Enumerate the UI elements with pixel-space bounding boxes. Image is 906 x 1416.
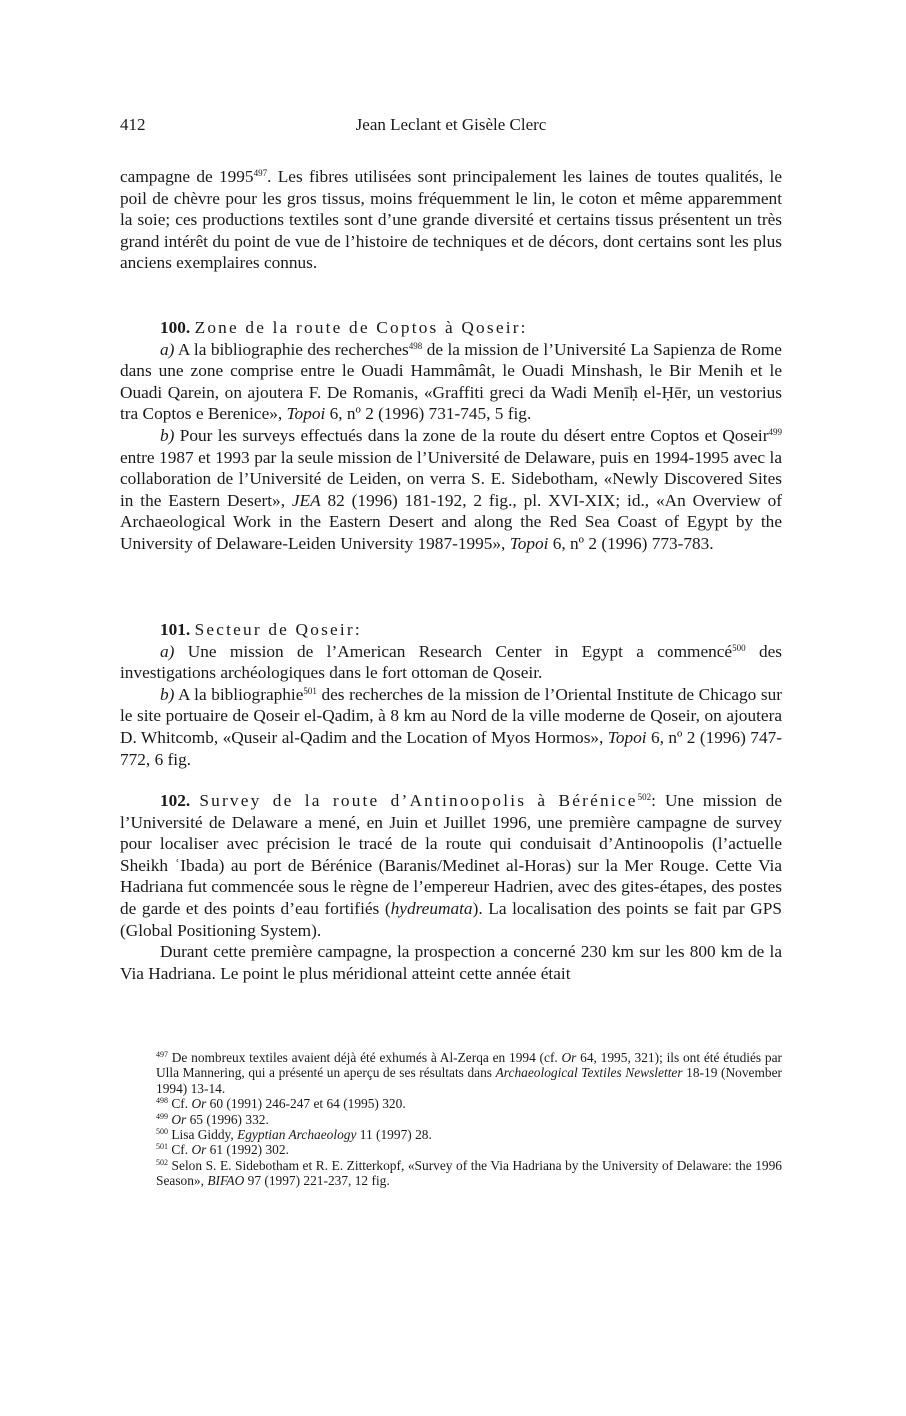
text-run: Pour les surveys effectués dans la zone de la route du désert entre Coptos et Qoseir xyxy=(174,425,769,445)
footnote-mark: 502 xyxy=(156,1157,168,1167)
section-101 xyxy=(120,619,782,770)
journal-title: BIFAO xyxy=(207,1173,245,1189)
footnote-498 xyxy=(120,1096,782,1111)
section-100 xyxy=(120,317,782,555)
text-run: 11 (1997) 28. xyxy=(356,1127,432,1143)
running-title: Jean Leclant et Gisèle Clerc xyxy=(355,115,547,134)
text-run: 6, nº 2 (1996) 773-783. xyxy=(548,533,714,553)
text-run: entre 1987 et 1993 par la seule mission de l’Université de Delaware, puis en 1994-1995 avec la collaboration de l’Université de Leiden, on verra S. E. Sidebotham, «Newly Discovered Sites in the Eastern Desert», xyxy=(120,447,782,510)
journal-title: Topoi xyxy=(607,727,647,747)
section-title: Secteur de Qoseir: xyxy=(194,620,362,639)
paragraph-101b xyxy=(120,684,782,770)
text-run: Lisa Giddy, xyxy=(168,1127,238,1143)
footnote-ref[interactable]: 502 xyxy=(637,792,652,802)
journal-title: Egyptian Archaeology xyxy=(237,1127,357,1143)
text-run: De nombreux textiles avaient déjà été exhumés à Al-Zerqa en 1994 (cf. xyxy=(168,1050,562,1065)
term: hydreumata xyxy=(390,898,473,918)
text-run: 18-19 (November 1994) 13-14. xyxy=(156,1065,782,1096)
text-run: ). La localisation des points se fait par GPS (Global Positioning System). xyxy=(120,898,782,940)
text-run: 6, nº 2 (1996) 731-745, 5 fig. xyxy=(325,404,532,424)
text-run: A la bibliographie xyxy=(174,684,304,704)
text-run: A la bibliographie des recherches xyxy=(174,339,409,359)
footnote-mark: 498 xyxy=(156,1096,168,1106)
journal-title: Or xyxy=(191,1142,207,1158)
footnote-500 xyxy=(120,1127,782,1142)
text-run: des investigations archéologiques dans le fort ottoman de Qoseir. xyxy=(120,641,782,683)
text-run: 64, 1995, 321); ils ont été étudiés par Ulla Mannering, qui a présenté un aperçu de ses résultats dans xyxy=(156,1050,782,1081)
page-header xyxy=(120,115,782,139)
footnote-ref[interactable]: 497 xyxy=(253,168,268,178)
text-run: 60 (1991) 246-247 et 64 (1995) 320. xyxy=(206,1096,406,1112)
footnote-mark: 499 xyxy=(156,1111,168,1121)
section-heading xyxy=(120,317,782,339)
text-run: : xyxy=(651,791,665,810)
journal-title: Topoi xyxy=(509,533,549,553)
item-label: a) xyxy=(160,339,175,359)
text-run: Cf. xyxy=(168,1142,192,1158)
item-label: a) xyxy=(160,641,175,661)
paragraph-102 xyxy=(120,790,782,941)
paragraph-100a xyxy=(120,339,782,425)
paragraph-100b xyxy=(120,425,782,555)
section-number: 102. xyxy=(160,791,191,810)
section-number: 100. xyxy=(160,318,191,337)
footnote-mark: 497 xyxy=(156,1050,168,1059)
section-title: Zone de la route de Coptos à Qoseir: xyxy=(194,318,528,337)
paragraph-102-2: Durant cette première campagne, la prospection a concerné 230 km sur les 800 km de la Via Hadriana. Le point le plus méridional atteint cette année était xyxy=(120,942,782,983)
text-run: Selon S. E. Sidebotham et R. E. Zitterkopf, «Survey of the Via Hadriana by the University of Delaware: the 1996 Season», xyxy=(156,1157,782,1189)
item-label: b) xyxy=(160,684,175,704)
text-run: 61 (1992) 302. xyxy=(206,1142,289,1158)
journal-title: Archaeological Textiles Newsletter xyxy=(495,1065,683,1081)
text-run: 65 (1996) 332. xyxy=(186,1111,269,1127)
footnote-502 xyxy=(120,1158,782,1189)
footnote-mark: 501 xyxy=(156,1142,168,1152)
footnote-ref[interactable]: 498 xyxy=(408,340,423,351)
section-102 xyxy=(120,790,782,984)
footnote-ref[interactable]: 499 xyxy=(768,426,782,437)
footnote-501 xyxy=(120,1142,782,1157)
journal-title: Or xyxy=(561,1050,577,1065)
footnote-ref[interactable]: 500 xyxy=(732,642,746,653)
text-run: Cf. xyxy=(168,1096,192,1112)
text-run: Une mission de l’American Research Center in Egypt a commencé xyxy=(174,641,733,661)
footnote-497 xyxy=(120,1050,782,1096)
text-run: campagne de 1995 xyxy=(120,167,254,186)
text-run: . Les fibres utilisées sont principalement les laines de toutes qualités, le poil de chèvre pour les gros tissus, moins fréquemment le lin, le coton et même apparemment la soie; ces productions textiles sont d’une grande diversité et certains tissus présentent un très grand intérêt du point de vue de l’histoire de techniques et de décors, dont certains sont les plus anciens exemplaires connus. xyxy=(120,167,783,273)
footnote-ref[interactable]: 501 xyxy=(303,685,317,696)
text-run: 6, nº 2 (1996) 747-772, 6 fig. xyxy=(120,727,782,769)
text-run: 97 (1997) 221-237, 12 fig. xyxy=(244,1173,390,1189)
item-label: b) xyxy=(160,425,175,445)
footnote-mark: 500 xyxy=(156,1127,168,1137)
text-run: de la mission de l’Université La Sapienza de Rome dans une zone comprise entre le Ouadi Hammâmât, le Ouadi Minshash, le Bir Menih et le Ouadi Qarein, on ajoutera F. De Romanis, «Graffiti greci da Wadi Menīḥ el-Ḥēr, un vestorius tra Coptos e Berenice», xyxy=(120,339,782,424)
journal-title: Or xyxy=(168,1111,187,1127)
journal-title: JEA xyxy=(291,490,321,510)
footnotes xyxy=(120,1050,782,1189)
text-run: des recherches de la mission de l’Oriental Institute de Chicago sur le site portuaire de Qoseir el-Qadim, à 8 km au Nord de la ville moderne de Qoseir, on ajoutera D. Whitcomb, «Quseir al-Qadim and the Location of Myos Hormos», xyxy=(120,684,782,747)
footnote-499 xyxy=(120,1112,782,1127)
page-number: 412 xyxy=(120,115,146,134)
text-run: 82 (1996) 181-192, 2 fig., pl. XVI-XIX; id., «An Overview of Archaeological Work in the Eastern Desert and along the Red Sea Coast of Egypt by the University of Delaware-Leiden University 1987-1995», xyxy=(120,490,782,553)
section-title: Survey de la route d’Antinoopolis à Bérénice xyxy=(199,791,638,810)
section-heading xyxy=(120,619,782,641)
journal-title: Topoi xyxy=(286,404,326,424)
section-number: 101. xyxy=(160,620,191,639)
intro-paragraph xyxy=(120,166,782,274)
paragraph-101a xyxy=(120,641,782,684)
text-run: Une mission de l’Université de Delaware a mené, en Juin et Juillet 1996, une première campagne de survey pour localiser avec précision le tracé de la route qui conduisait d’Antinoopolis (l’actuelle Sheikh ʿIbada) au port de Bérénice (Baranis/Medinet al-Horas) sur la Mer Rouge. Cette Via Hadriana fut commencée sous le règne de l’empereur Hadrien, avec des gites-étapes, des postes de garde et des points d’eau fortifiés ( xyxy=(120,791,782,918)
journal-title: Or xyxy=(191,1096,207,1112)
